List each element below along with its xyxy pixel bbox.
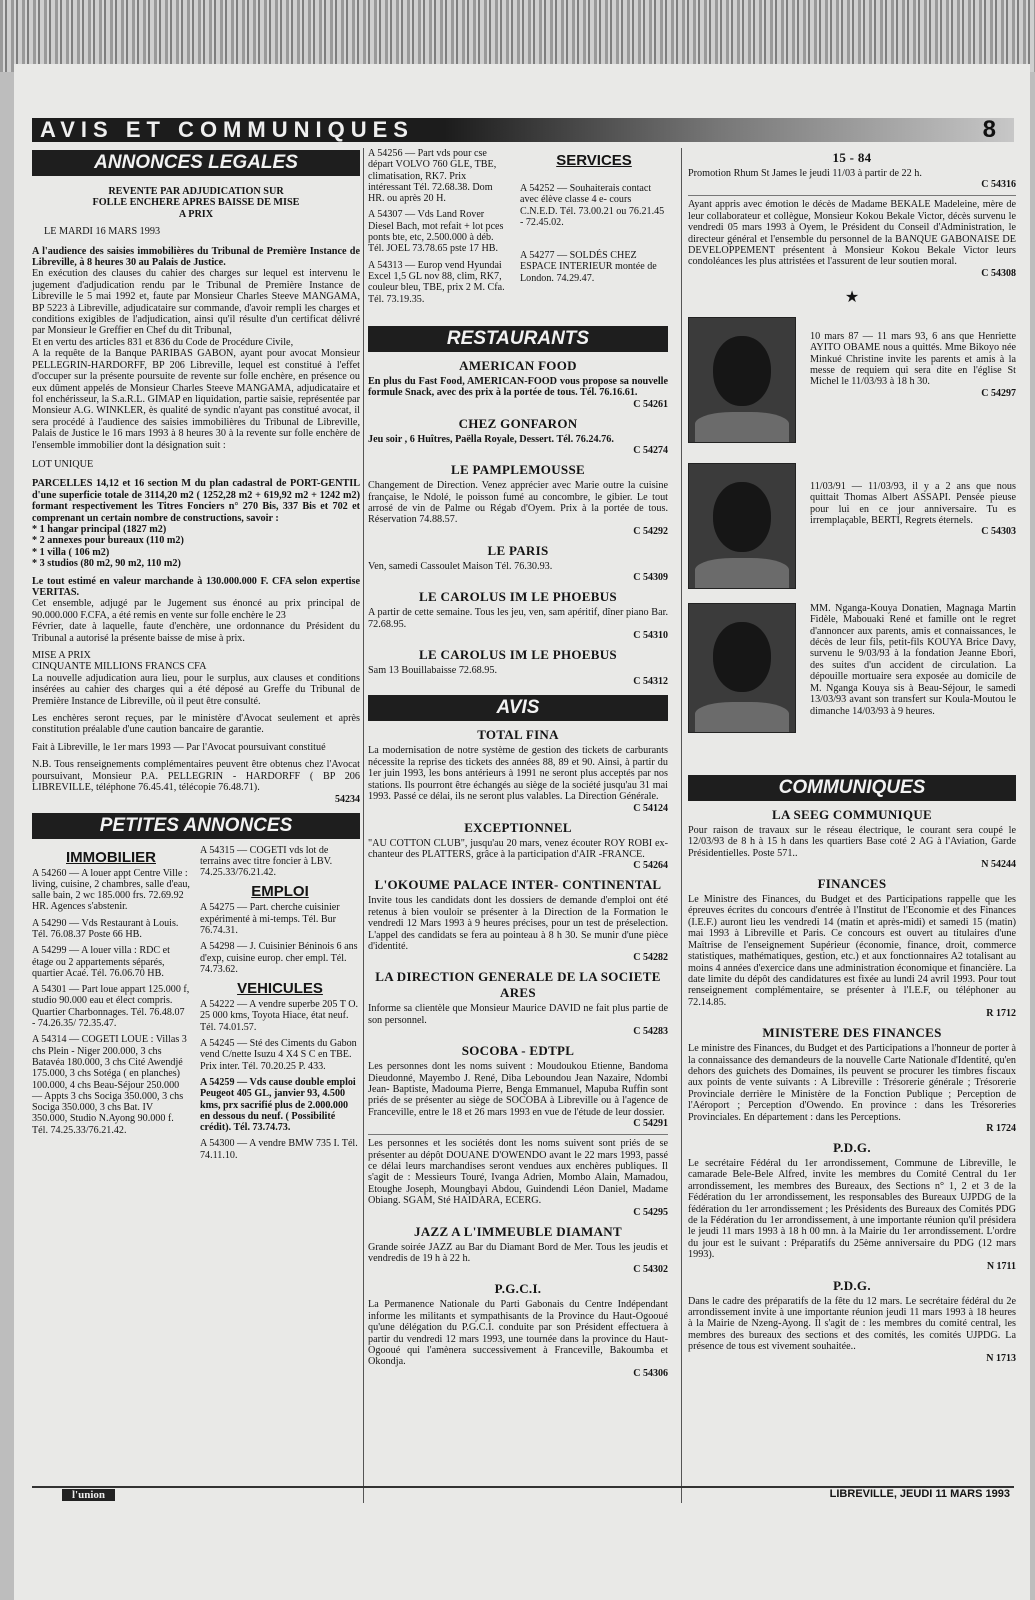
communique-item (688, 1140, 1016, 1272)
petites-annonces-grid (32, 845, 360, 1265)
classified-ad: A 54290 — Vds Restaurant à Louis. Tél. 76.08.37 Poste 66 HB. (32, 917, 179, 940)
avis-text: "AU COTTON CLUB", jusqu'au 20 mars, venez écouter ROY ROBI ex-chanteur des PLATTERS, grâce à la participation d'AIR -FRANCE. (368, 837, 668, 860)
restaurant-ref: C 54310 (633, 630, 668, 642)
legal-lot: LOT UNIQUE (32, 458, 94, 470)
avis-item (368, 877, 668, 963)
restaurant-text: Ven, samedi Cassoulet Maison Tél. 76.30.93. (368, 560, 553, 572)
classified-ad: A 54300 — A vendre BMW 735 I. Tél. 74.11.10. (200, 1138, 358, 1161)
avis-item (368, 1043, 668, 1129)
legal-paragraph: En exécution des clauses du cahier des charges sur lequel est intervenu le jugement d'adjudication rendu par le Tribunal de Première Instance de Libreville le 5 mai 1992 et, faute par Monsieur Charles Steeve MANGAMA, BP 5223 à Libreville, adjudicataire sur commande, d'avoir rempli les charges et conditions exigibles de l'adjudication, ainsi qu'il résulte d'un certificat délivré par Monsieur le Greffier en Chef du dit Tribunal, (32, 268, 360, 337)
classified-ad: A 54245 — Sté des Ciments du Gabon vend C/nette Isuzu 4 X4 S C en TBE. Prix inter. Tél. 70.20.25 P. 433. (200, 1038, 357, 1072)
obituary-text: 10 mars 87 — 11 mars 93, 6 ans que Henriette AYITO OBAME nous a quittés. Mme Bikoyo née Minkué Christine invite les parents et amis à la messe de requiem qui sera dite en l'église St Michel le 11/03/93 à 18 h 30. (810, 330, 1016, 388)
restaurant-title: LE CAROLUS IM LE PHOEBUS (419, 589, 617, 605)
avis-item (368, 1138, 668, 1217)
immobilier-title: IMMOBILIER (66, 848, 156, 866)
communique-item (688, 1025, 1016, 1134)
legal-paragraph: La nouvelle adjudication aura lieu, pour le surplus, aux clauses et conditions insérées au cahier des charges qui a été déposé au Greffe du Tribunal de Première Instance de Libreville, où il peut être consulté. (32, 672, 360, 707)
avis-ref: C 54282 (633, 952, 668, 964)
avis-title: P.G.C.I. (494, 1281, 542, 1297)
avis-ref: C 54302 (633, 1264, 668, 1276)
classified-ad: A 54315 — COGETI vds lot de terrains avec titre foncier à LBV. 74.25.33/76.21.42. (200, 844, 333, 879)
divider (688, 195, 1016, 196)
column-middle (368, 148, 668, 1379)
portrait-photo (688, 463, 796, 589)
restaurant-title: LE CAROLUS IM LE PHOEBUS (419, 647, 617, 663)
avis-text: La modernisation de notre système de gestion des tickets de carburants nécessite la reprise des tickets des années 88, 89 et 90. Ainsi, à partir du 1er juin 1993, les bons antérieurs à 1991 ne seront plus acceptés par nos stations. Ils pourront être échangés au siège de la société jusqu'au 31 mai 1993. Passé ce délai, ils ne seront plus valables. La Direction Générale. (368, 745, 668, 803)
legal-date: LE MARDI 16 MARS 1993 (44, 226, 161, 238)
vehicle-ads-column (368, 148, 508, 310)
avis-ref: C 54264 (633, 860, 668, 872)
restaurant-ref: C 54312 (633, 676, 668, 688)
avis-item (368, 1224, 668, 1276)
emploi-title: EMPLOI (251, 883, 309, 901)
classified-ad: A 54277 — SOLDÉS CHEZ ESPACE INTERIEUR montée de London. 74.29.47. (520, 250, 657, 284)
classified-ad: A 54307 — Vds Land Rover Diesel Bach, mot refait + lot pces ponts bte, etc, 2.500.000 à déb. Tél. JOEL 73.78.65 pste 17 HB. (368, 209, 504, 255)
restaurant-ref: C 54292 (633, 525, 668, 537)
avis-ref: C 54124 (633, 802, 668, 814)
legal-mise-a-prix-amount: CINQUANTE MILLIONS FRANCS CFA (32, 661, 207, 673)
communique-text: Le ministre des Finances, du Budget et des Participations a l'honneur de porter à la connaissance des demandeurs de la nouvelle Carte Nationale d'Identité, qu'en dehors des guichets des Domaines, ils peuvent se procurer les timbres fiscaux aux points de vente suivants : A Libreville : Trésorerie générale ; Trésorerie Provinciale derrière le Ministère de la Fonction Publique ; Perception de l'Aéroport ; Perception d'Owendo. En province : dans les Trésoreries Provinciales. En département : dans les Perceptions. (688, 1043, 1016, 1123)
obituary-item (688, 463, 1016, 591)
communique-title: MINISTERE DES FINANCES (762, 1025, 942, 1041)
restaurant-item (368, 543, 668, 583)
avis-title: LA DIRECTION GENERALE DE LA SOCIETE ARES (375, 969, 661, 1001)
restaurant-text: En plus du Fast Food, AMERICAN-FOOD vous propose sa nouvelle formule Snack, avec des prix à la portée de tous. Tél. 76.16.61. (368, 376, 668, 399)
avis-title: JAZZ A L'IMMEUBLE DIAMANT (414, 1223, 622, 1239)
communique-ref: N 54244 (981, 859, 1016, 871)
legal-paragraph: Fait à Libreville, le 1er mars 1993 — Par l'Avocat poursuivant constitué (32, 741, 326, 753)
restaurant-text: Changement de Direction. Venez apprécier avec Marie outre la cuisine française, le Ndolé, le poisson fumé au concombre, le gibier. Le tout arrosé de vin de Palme ou Régab d'Oyem. Prix à la portée de tous. Réservation 74.88.57. (368, 480, 668, 526)
avis-text: Les personnes et les sociétés dont les noms suivent sont priés de se présenter au dépôt DOUANE D'OWENDO avant le 22 mars 1993, passé ce délai leurs marchandises seront vendues aux enchères publiques. Il s'agit de : Messieurs Touré, Ivanga Adrien, Mombo Alain, Mamadou, Etoughe Joseph, Moungbayi Abdou, Guindendi Léon Daniel, Madame Obiang. SGAM, Sté HAIDARA, ECERG. (368, 1138, 668, 1207)
classified-ad: A 54275 — Part. cherche cuisinier expérimenté à mi-temps. Tél. Bur 76.74.31. (200, 902, 340, 936)
page-footer (32, 1486, 1014, 1502)
restaurant-title: LE PARIS (487, 542, 549, 558)
communique-title: FINANCES (817, 876, 887, 892)
avis-item (368, 1281, 668, 1378)
section-header-restaurants: RESTAURANTS (368, 326, 668, 352)
legal-mise-a-prix: MISE A PRIX (32, 650, 91, 662)
avis-text: La Permanence Nationale du Parti Gabonais du Centre Indépendant informe les militants et sympathisants de la Province du Haut-Ogooué qu'une délégation du P.G.C.I. conduite par son Président effectuera à partir du vendredi 12 mars 1993, une tournée dans la province du Haut-Ogooué qui l'amènera successivement à Franceville, Bakoumba et Okondja. (368, 1299, 668, 1368)
section-header-communiques: COMMUNIQUES (688, 775, 1016, 801)
section-header-avis: AVIS (368, 695, 668, 721)
communique-title: LA SEEG COMMUNIQUE (772, 806, 932, 822)
avis-ref: C 54283 (633, 1026, 668, 1038)
column-divider (681, 148, 682, 1503)
legal-estimate: Le tout estimé en valeur marchande à 130.000.000 F. CFA selon expertise VERITAS. (32, 575, 360, 598)
portrait-photo (688, 603, 796, 733)
newspaper-logo: l'union (62, 1489, 115, 1501)
legal-item: * 3 studios (80 m2, 90 m2, 110 m2) (32, 558, 181, 570)
avis-text: Informe sa clientèle que Monsieur Maurice DAVID ne fait plus partie de son personnel. (368, 1003, 668, 1026)
page-number: 8 (982, 116, 996, 143)
obituary-item (688, 317, 1016, 445)
star-icon: ★ (844, 288, 860, 306)
legal-parcel: PARCELLES 14,12 et 16 section M du plan cadastral de PORT-GENTIL d'une superficie totale de 3114,20 m2 ( 1252,28 m2 + 619,92 m2 + 1242 m2) formant respectivement les Titres Fonciers n° 270 Bis, 337 Bis et 702 et comprenant un certain nombre de constructions, savoir : (32, 478, 360, 524)
column-divider (363, 148, 364, 1503)
restaurant-item (368, 589, 668, 641)
legal-intro: A l'audience des saisies immobilières du Tribunal de Première Instance de Libreville, à 8 heures 30 au Palais de Justice. (32, 245, 360, 269)
communique-text: Le Ministre des Finances, du Budget et des Participations rappelle que les épreuves écrites du concours d'entrée à l'Institut de l'Economie et des Finances (I.E.F.) auront lieu les vendredi 14 (matin et après-midi) et samedi 15 (matin) mai 1993 à Libreville et Paris. Ce concours est ouvert au titulaires d'une Maîtrise de l'enseignement Supérieur (économie, finance, droit, commerce statistiques, mathématiques, gestion, etc.) et aux fonctionnaires A2 totalisant au moins 4 années d'exercice dans une administration économique et financière. La date limite du dépôt des candidatures est fixée au lundi 24 avril 1993. Pour tout renseignement complémentaire, se présenter à l'I.E.F, ou téléphoner au 72.14.85. (688, 894, 1016, 1008)
communique-text: Le secrétaire Fédéral du 1er arrondissement, Commune de Libreville, le camarade Bele-Bele Alfred, invite les membres du Comité Central du 1er arrondissement, les membres des Bureaux, des Sections n° 1, 2 et 3 de la Fédération du 1er arrondissement, les responsables des Bureaux UJPDG de la fédération du 1er arrondissement ; les Présidents des Bureaux des Comités PDG de la Fédération du 1er arrondissement, à une importante réunion qu'il présidera le jeudi 11 mars 1993 à 18 h 00 mn. à la Mairie du 1er arrondissement. L'ordre du jour est le suivant : Préparatifs du 25ème anniversaire du PDG (12 mars 1993). (688, 1157, 1016, 1261)
legal-paragraph: Les enchères seront reçues, par le ministère d'Avocat seulement et après constitution préalable d'une caution bancaire de garantie. (32, 713, 360, 736)
promo-text: Promotion Rhum St James le jeudi 11/03 à partir de 22 h. (688, 168, 922, 179)
classified-ad: A 54301 — Part loue appart 125.000 f, studio 90.000 eau et élect compris. Quartier Charbonnages. Tél. 76.48.07 - 74.26.35/ 72.35.47. (32, 984, 190, 1030)
legal-item: * 1 villa ( 106 m2) (32, 546, 110, 558)
restaurant-ref: C 54274 (633, 445, 668, 457)
section-header-annonces-legales: ANNONCES LEGALES (32, 150, 360, 176)
avis-item (368, 969, 668, 1037)
restaurant-title: CHEZ GONFARON (458, 415, 578, 431)
portrait-photo (688, 317, 796, 443)
communique-title: P.D.G. (833, 1277, 871, 1293)
top-ads-grid (368, 148, 668, 324)
obituary-text: MM. Nganga-Kouya Donatien, Magnaga Martin Fidèle, Mabouaki René et famille ont le regret d'annoncer aux parents, amis et connaissances, le décès de leur fils, petit-fils KOUYA Brice Davy, survenu le 9/03/93 à la fondation Jeanne Ebori, des suites d'un accident de circulation. La dépouille mortuaire sera exposée au domicile de M. Nganga Kouya sis à Beau-Séjour, le samedi 13/03/93 avant son transfert sur Koula-Moutou le dimanche 14/03/93 à 9 heures. (810, 602, 1016, 717)
condolence-text: Ayant appris avec émotion le décès de Madame BEKALE Madeleine, mère de leur collaborateur et collègue, Monsieur Kokou Bekale Victor, décès survenu le vendredi 05 mars 1993 à Oyem, le Président du Conseil d'Administration, le directeur général et l'ensemble du personnel de la BANQUE GABONAISE DE DEVELOPPEMENT présentent à Monsieur Kokou Bekale Victor leurs condoléances les plus attristées et l'assurent de leur soutien moral. (688, 199, 1016, 268)
legal-paragraph: Et en vertu des articles 831 et 836 du Code de Procédure Civile, (32, 336, 294, 348)
section-banner (32, 118, 1014, 142)
classified-ad: A 54314 — COGETI LOUE : Villas 3 chs Plein - Niger 200.000, 3 chs Batavéa 180.000, 3 chs Cité Awendjé 175.000, 3 chs Sotéga ( en planches) 100.000, 4 chs Beau-Séjour 250.000 — Appts 3 chs Sociga 350.000, 3 chs Sociga 350.000, 3 chs Bat. IV 350.000, Studio N.Ayong 90.000 f. Tél. 74.25.33/76.21.42. (32, 1034, 187, 1136)
avis-title: EXCEPTIONNEL (464, 819, 572, 835)
vehicules-title: VEHICULES (237, 980, 323, 998)
obituary-item (688, 603, 1016, 761)
avis-item (368, 820, 668, 872)
obituary-body (810, 331, 1016, 399)
restaurant-item (368, 416, 668, 456)
services-column (520, 148, 668, 289)
legal-paragraph: Cet ensemble, adjugé par le Jugement sus énoncé au prix principal de 90.000.000 F.CFA, a été remis en vente sur folle enchère le 23 (32, 598, 360, 621)
avis-title: SOCOBA - EDTPL (461, 1043, 575, 1059)
avis-text: Invite tous les candidats dont les dossiers de demande d'emploi ont été retenus à bien vouloir se présenter à la Direction de la Formation le vendredi 12 Mars 1993 à 9 heures précises, pour un test de préselection. L'appel des candidats se fera au pointeau à 8 h 30. Se munir d'une pièce d'identité. (368, 895, 668, 952)
legal-title: REVENTE PAR ADJUDICATION SUR FOLLE ENCHERE APRES BAISSE DE MISE A PRIX (92, 186, 300, 220)
restaurant-title: LE PAMPLEMOUSSE (451, 462, 585, 478)
avis-ref: C 54291 (633, 1118, 668, 1130)
obituary-ref: C 54303 (981, 526, 1016, 538)
condolence-ref: C 54308 (981, 267, 1016, 279)
communique-item (688, 1278, 1016, 1364)
restaurant-text: Sam 13 Bouillabaisse 72.68.95. (368, 665, 498, 677)
restaurant-ref: C 54261 (633, 398, 668, 410)
classified-ad: A 54260 — A louer appt Centre Ville : living, cuisine, 2 chambres, salle d'eau, salle bain, 2 wc 185.000 frs. 72.69.92 HR. Agences s'abstenir. (32, 867, 190, 913)
obituary-text: 11/03/91 — 11/03/93, il y a 2 ans que nous quittait Thomas Albert ASSAPI. Pensée pieuse pour lui en ce jour anniversaire. Tu es irremplaçable, BERTI, Regrets éternels. (810, 480, 1016, 527)
column-right (688, 148, 1016, 1364)
communique-title: P.D.G. (833, 1139, 871, 1155)
restaurant-item (368, 647, 668, 687)
legal-item: * 2 annexes pour bureaux (110 m2) (32, 535, 184, 547)
legal-item: * 1 hangar principal (1827 m2) (32, 523, 167, 535)
section-title: AVIS ET COMMUNIQUES (40, 117, 414, 142)
restaurant-text: Jeu soir , 6 Huîtres, Paëlla Royale, Dessert. Tél. 76.24.76. (368, 433, 614, 445)
immobilier-column (32, 845, 190, 1142)
obituary-ref: C 54297 (981, 387, 1016, 399)
classified-ad: A 54252 — Souhaiterais contact avec élève classe 4 e- cours C.N.E.D. Tél. 73.00.21 ou 76.21.45 - 72.45.02. (520, 183, 665, 228)
obituary-body (810, 481, 1016, 538)
column-legal (32, 148, 360, 1265)
newspaper-page (14, 64, 1030, 1600)
legal-ref: 54234 (335, 793, 360, 805)
promo-title: 15 - 84 (832, 150, 872, 165)
avis-title: L'OKOUME PALACE INTER- CONTINENTAL (374, 877, 662, 893)
communique-text: Pour raison de travaux sur le réseau électrique, le courant sera coupé le 12/03/93 de 8 h à 15 h dans les quartiers Base coté 2 AG à l'Aviation, Garde Présidentielles. Poste 571.. (688, 824, 1016, 859)
promo-ref: C 54316 (981, 179, 1016, 191)
communique-text: Dans le cadre des préparatifs de la fête du 12 mars. Le secrétaire fédéral du 2e arrondissement invite à une importante réunion jeudi 11 mars 1993 à 18 heures à la Mairie de Nzeng-Ayong. Il s'agit de : les membres du comité central, les membres des bureaux des sections et des comités, les comités UJPDG. La présence de tous est vivement souhaitée.. (688, 1295, 1016, 1353)
legal-paragraph: N.B. Tous renseignements complémentaires peuvent être obtenus chez l'Avocat poursuivant, Monsieur P.A. PELLEGRIN - HARDORFF ( BP 206 LIBREVILLE, téléphone 76.45.41, télécopie 76.48.71). (32, 759, 360, 794)
emploi-vehicules-column (200, 845, 360, 1167)
restaurant-text: A partir de cette semaine. Tous les jeu, ven, sam apéritif, dîner piano Bar. 72.68.95. (368, 607, 668, 630)
communique-item (688, 807, 1016, 870)
classified-ad: A 54299 — A louer villa : RDC et étage ou 2 appartements séparés, quartier Acaé. Tél. 76.06.70 HB. (32, 945, 170, 979)
avis-item (368, 727, 668, 813)
communique-ref: N 1711 (986, 1260, 1016, 1272)
legal-paragraph: Février, date à laquelle, faute d'enchère, une ordonnance du Président du Tribunal a autorisé la présente baisse de mise à prix. (32, 621, 360, 644)
communique-ref: R 1712 (986, 1008, 1016, 1020)
divider (368, 1134, 668, 1135)
classified-ad: A 54313 — Europ vend Hyundai Excel 1,5 GL nov 88, clim, RK7, couleur bleu, TBE, prix 2 M. Cfa. Tél. 73.19.35. (368, 259, 505, 305)
restaurant-item (368, 462, 668, 537)
classified-ad: A 54259 — Vds cause double emploi Peugeot 405 GL, janvier 93, 4.500 kms, prx sacrifié plus de 2.000.000 en dessous du neuf. ( Possibilité crédit). Tél. 73.74.73. (200, 1076, 356, 1134)
services-title: SERVICES (556, 152, 632, 169)
communique-item (688, 876, 1016, 1019)
classified-ad: A 54222 — A vendre superbe 205 T O. 25 000 kms, Toyota Hiace, état neuf. Tél. 74.01.57. (200, 999, 359, 1033)
communique-ref: N 1713 (986, 1352, 1016, 1364)
avis-text: Grande soirée JAZZ au Bar du Diamant Bord de Mer. Tous les jeudis et vendredis de 19 h à 22 h. (368, 1241, 668, 1265)
avis-ref: C 54306 (633, 1367, 668, 1379)
classified-ad: A 54298 — J. Cuisinier Béninois 6 ans d'exp, cuisine europ. cher empl. Tél. 74.73.62. (200, 941, 358, 975)
classified-ad: A 54256 — Part vds pour cse départ VOLVO 760 GLE, TBE, climatisation, RK7. Prix intéressant Tél. 72.68.38. Dom HR. ou après 20 H. (368, 148, 497, 205)
avis-ref: C 54295 (633, 1206, 668, 1218)
legal-paragraph: A la requête de la Banque PARIBAS GABON, ayant pour avocat Monsieur PELLEGRIN-HARDORFF, BP 206 Libreville, lequel est constitué à l'effet d'occuper sur la présente poursuite de revente sur folle enchère, en présence ou eux dûment appelés de Monsieur Charles Steeve MANGAMA, adjudicataire et fol enchérisseur, la S.a.R.L. GIMAP en liquidation, partie saisie, représentée par Monsieur A.G. WINKLER, ès qualité de syndic n'ayant pas constitué avocat, il sera procédé à l'audience des saisies immobilières du Tribunal de Libreville, Palais de Justice le 16 mars 1993 à 8 heures 30 à la revente sur folle enchère de l'ensemble immobilier dont la désignation suit : (32, 348, 360, 451)
avis-text: Les personnes dont les noms suivent : Moudoukou Etienne, Bandoma Dieudonné, Mayembo J. René, Diba Leboundou Jean Nazaire, Ndombi Jean- Baptiste, Madouma Pierre, Benga Emmanuel, Mapuba Ruffin sont priés de se présenter au siège de SOCOBA à Libreville ou à l'agence de Franceville, entre le 18 et 26 mars 1993 en vue de l'étude de leur dossier. (368, 1061, 668, 1118)
scan-border-noise (0, 0, 1035, 72)
communique-ref: R 1724 (986, 1122, 1016, 1134)
obituary-body (810, 603, 1016, 717)
avis-title: TOTAL FINA (477, 727, 559, 743)
section-header-petites-annonces: PETITES ANNONCES (32, 813, 360, 839)
restaurant-ref: C 54309 (633, 572, 668, 584)
restaurant-title: AMERICAN FOOD (459, 358, 577, 373)
restaurant-item (368, 358, 668, 410)
issue-date: LIBREVILLE, JEUDI 11 MARS 1993 (829, 1488, 1010, 1500)
